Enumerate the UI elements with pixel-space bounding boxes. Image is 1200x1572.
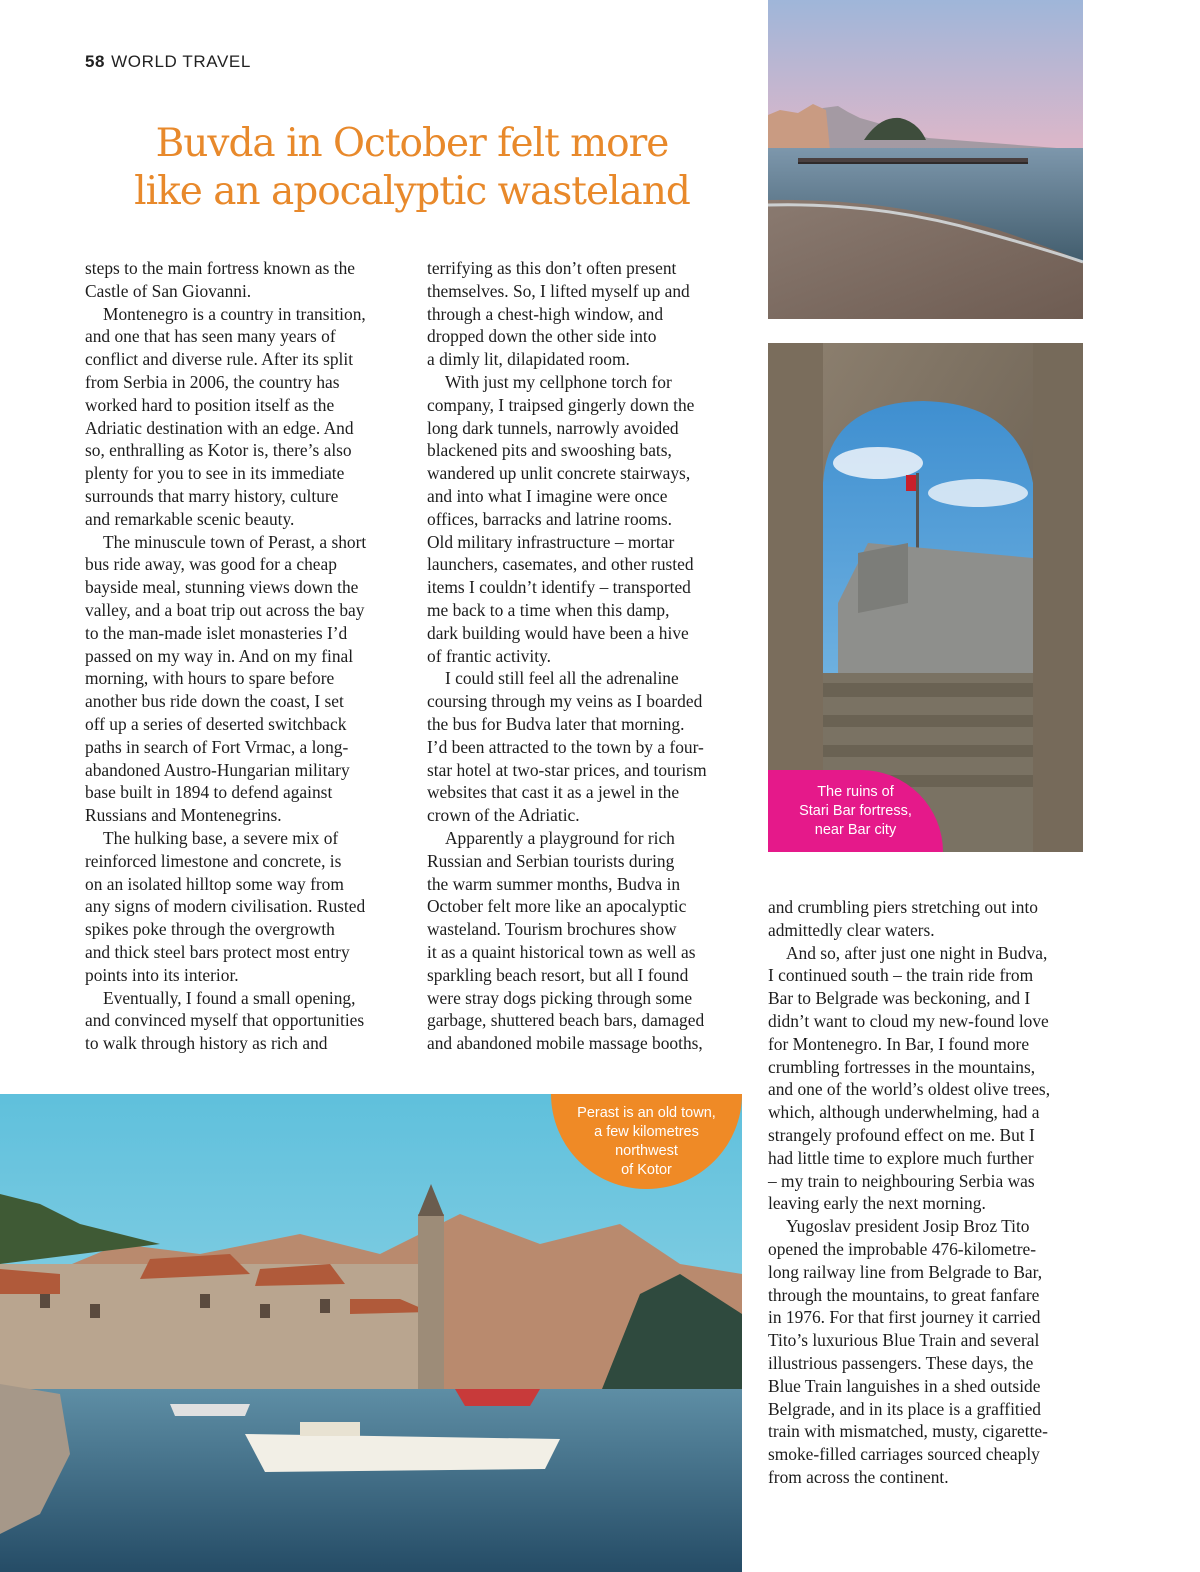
body-text-line: for Montenegro. In Bar, I found more [768,1033,1030,1054]
body-text-line: offices, barracks and latrine rooms. [427,508,672,529]
body-text-line: long railway line from Belgrade to Bar, [768,1261,1043,1282]
body-text-line: worked hard to position itself as the [85,394,335,415]
caption-line: near Bar city [814,821,897,838]
body-text-line: from Serbia in 2006, the country has [85,371,340,392]
body-text-line: train with mismatched, musty, cigarette- [768,1421,1048,1442]
body-text-line: off up a series of deserted switchback [85,713,347,734]
body-text-line: dropped down the other side into [427,326,657,347]
body-text-line: company, I traipsed gingerly down the [427,394,695,415]
body-text-line: leaving early the next morning. [768,1193,986,1214]
body-text-line: bus ride away, was good for a cheap [85,554,337,575]
body-text-line: and convinced myself that opportunities [85,1010,365,1031]
caption-line: of Kotor [621,1161,672,1178]
body-text-line: Russians and Montenegrins. [85,805,282,826]
body-text-line: bayside meal, stunning views down the [85,577,359,598]
body-text-line: Bar to Belgrade was beckoning, and I [768,988,1031,1009]
body-text-line: valley, and a boat trip out across the bay [85,599,365,620]
body-text-line: the bus for Budva later that morning. [427,713,685,734]
body-text-line: base built in 1894 to defend against [85,782,333,803]
body-text-line: from across the continent. [768,1466,949,1487]
body-text-line: which, although underwhelming, had a [768,1102,1040,1123]
body-text-line: and abandoned mobile massage booths, [427,1033,703,1054]
perast-caption [551,1094,742,1189]
body-text-line: sparkling beach resort, but all I found [427,964,689,985]
page-header [85,52,251,72]
body-text-line: didn’t want to cloud my new-found love [768,1010,1049,1031]
body-text-line: Blue Train languishes in a shed outside [768,1375,1041,1396]
body-text-line: – my train to neighbouring Serbia was [768,1170,1035,1191]
body-text-line: wasteland. Tourism brochures show [427,919,677,940]
body-text-line: so, enthralling as Kotor is, there’s also [85,440,352,461]
body-text-line: paths in search of Fort Vrmac, a long- [85,736,349,757]
body-text-line: blackened pits and swooshing bats, [427,440,672,461]
body-text-line: Castle of San Giovanni. [85,280,252,301]
body-text-line: and one that has seen many years of [85,326,336,347]
body-text-line: long dark tunnels, narrowly avoided [427,417,679,438]
body-text-line: in 1976. For that first journey it carried [768,1307,1041,1328]
caption-line: Stari Bar fortress, [799,802,912,819]
body-text-line: me back to a time when this damp, [427,599,670,620]
body-text-line: themselves. So, I lifted myself up and [427,280,690,301]
pull-quote-line: like an apocalyptic wasteland [134,169,690,214]
body-text-line: wandered up unlit concrete stairways, [427,463,691,484]
text-column-2 [427,257,707,1055]
page-number: 58 [85,52,106,71]
body-text-line: I’d been attracted to the town by a four- [427,736,704,757]
text-column-3 [768,896,1050,1489]
body-text-line: points into its interior. [85,964,239,985]
body-text-line: and remarkable scenic beauty. [85,508,295,529]
body-text-line: plenty for you to see in its immediate [85,463,345,484]
body-text-line: Old military infrastructure – mortar [427,531,675,552]
body-text-line: The minuscule town of Perast, a short [103,531,367,552]
body-text-line: I continued south – the train ride from [768,965,1034,986]
caption-line: a few kilometres [594,1123,699,1140]
body-text-line: a dimly lit, dilapidated room. [427,349,630,370]
body-text-line: it as a quaint historical town as well as [427,941,696,962]
body-text-line: passed on my way in. And on my final [85,645,354,666]
body-text-line: star hotel at two-star prices, and tourism [427,759,707,780]
caption-line: northwest [615,1142,678,1159]
body-text-line: were stray dogs picking through some [427,987,693,1008]
body-text-line: through a chest-high window, and [427,303,664,324]
body-text-line: surrounds that marry history, culture [85,485,339,506]
body-text-line: Russian and Serbian tourists during [427,850,675,871]
caption-line: Perast is an old town, [577,1104,716,1121]
section-name: WORLD TRAVEL [111,52,251,71]
stari-bar-caption [768,770,943,852]
body-text-line: crumbling fortresses in the mountains, [768,1056,1036,1077]
body-text-line: October felt more like an apocalyptic [427,896,687,917]
body-text-line: Belgrade, and in its place is a graffitied [768,1398,1042,1419]
body-text-line: dark building would have been a hive [427,622,689,643]
body-text-line: another bus ride down the coast, I set [85,691,344,712]
body-text-line: websites that cast it as a jewel in the [427,782,680,803]
body-text-line: on an isolated hilltop some way from [85,873,344,894]
body-text-line: abandoned Austro-Hungarian military [85,759,350,780]
caption-line: The ruins of [817,783,894,800]
body-text-line: Yugoslav president Josip Broz Tito [786,1216,1030,1237]
pull-quote-line: Buvda in October felt more [155,121,669,166]
body-text-line: admittedly clear waters. [768,919,935,940]
body-text-line: any signs of modern civilisation. Rusted [85,896,366,917]
body-text-line: launchers, casemates, and other rusted [427,554,694,575]
budva-beach-photo [768,0,1083,319]
body-text-line: morning, with hours to spare before [85,668,335,689]
body-text-line: I could still feel all the adrenaline [445,668,679,689]
body-text-line: smoke-filled carriages sourced cheaply [768,1444,1040,1465]
body-text-line: coursing through my veins as I boarded [427,691,703,712]
body-text-line: and thick steel bars protect most entry [85,941,350,962]
body-text-line: conflict and diverse rule. After its split [85,349,354,370]
body-text-line: to walk through history as rich and [85,1033,328,1054]
body-text-line: through the mountains, to great fanfare [768,1284,1040,1305]
body-text-line: Montenegro is a country in transition, [103,303,366,324]
body-text-line: spikes poke through the overgrowth [85,919,335,940]
body-text-line: items I couldn’t identify – transported [427,577,691,598]
body-text-line: terrifying as this don’t often present [427,258,677,278]
body-text-line: illustrious passengers. These days, the [768,1352,1034,1373]
body-text-line: reinforced limestone and concrete, is [85,850,342,871]
body-text-line: garbage, shuttered beach bars, damaged [427,1010,705,1031]
body-text-line: and one of the world’s oldest olive trees, [768,1079,1051,1100]
pull-quote [112,120,712,216]
body-text-line: The hulking base, a severe mix of [103,827,339,848]
body-text-line: opened the improbable 476-kilometre- [768,1238,1037,1259]
body-text-line: And so, after just one night in Budva, [786,942,1048,963]
text-column-1 [85,257,366,1055]
body-text-line: strangely profound effect on me. But I [768,1124,1035,1145]
body-text-line: steps to the main fortress known as the [85,258,355,278]
body-text-line: With just my cellphone torch for [445,371,672,392]
body-text-line: and into what I imagine were once [427,485,668,506]
body-text-line: the warm summer months, Budva in [427,873,681,894]
body-text-line: Tito’s luxurious Blue Train and several [768,1330,1040,1351]
body-text-line: and crumbling piers stretching out into [768,897,1038,917]
body-text-line: Adriatic destination with an edge. And [85,417,354,438]
body-text-line: crown of the Adriatic. [427,805,580,826]
body-text-line: Eventually, I found a small opening, [103,987,356,1008]
body-text-line: to the man-made islet monasteries I’d [85,622,348,643]
body-text-line: of frantic activity. [427,645,551,666]
body-text-line: had little time to explore much further [768,1147,1034,1168]
body-text-line: Apparently a playground for rich [445,827,675,848]
